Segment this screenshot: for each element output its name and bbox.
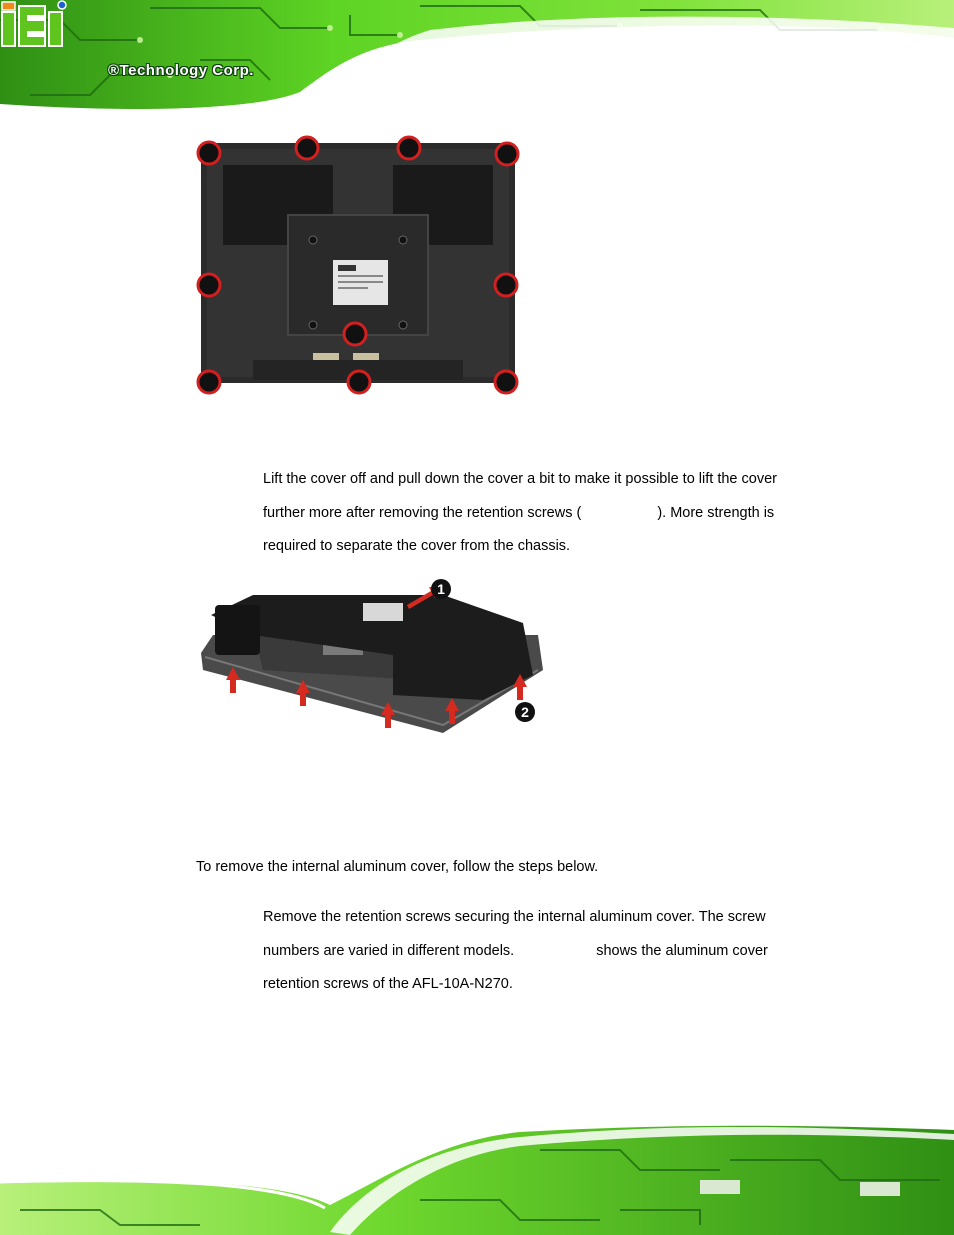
page-header-banner (0, 0, 954, 120)
rear-cover-screws-figure (193, 135, 523, 397)
callout-1-label: 1 (437, 581, 445, 597)
step1-line1: Lift the cover off and pull down the cover a bit to make it possible to lift the cover (263, 471, 777, 487)
lift-cover-figure (193, 575, 545, 737)
company-name-logo-text: ®Technology Corp. (108, 62, 254, 79)
callout-2-label: 2 (521, 704, 529, 720)
step-remove-screws-paragraph (263, 901, 823, 1002)
step1-line2 (263, 497, 823, 531)
step2-line2 (263, 935, 823, 969)
step1-line2-before: further more after removing the retention screws ( (263, 504, 582, 521)
page-footer-banner (0, 1120, 954, 1235)
step2-line2-after: shows the aluminum cover (596, 942, 768, 959)
step1-line2-after: ). More strength is (657, 504, 775, 521)
circuit-board-header-graphic (0, 0, 954, 120)
intro-paragraph: To remove the internal aluminum cover, follow the steps below. (196, 859, 599, 875)
step2-line2-before: numbers are varied in different models. (263, 942, 515, 959)
step-lift-cover-paragraph (263, 463, 823, 564)
step2-line1: Remove the retention screws securing the internal aluminum cover. The screw (263, 909, 766, 925)
iei-logo-icon (0, 0, 70, 50)
step2-line3: retention screws of the AFL-10A-N270. (263, 976, 513, 992)
step1-line3: required to separate the cover from the chassis. (263, 538, 571, 554)
circuit-board-footer-graphic (0, 1120, 954, 1235)
